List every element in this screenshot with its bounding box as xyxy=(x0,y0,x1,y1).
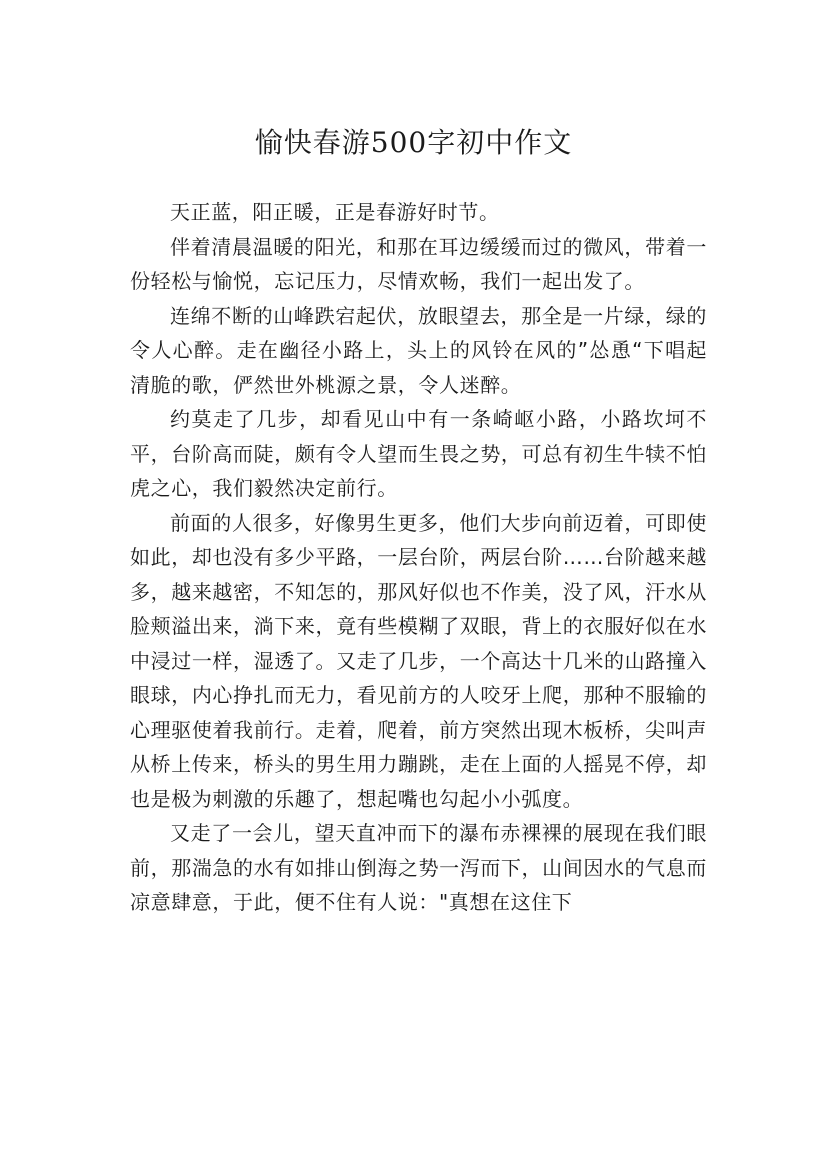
paragraph-6: 又走了一会儿，望天直冲而下的瀑布赤裸裸的展现在我们眼前，那湍急的水有如排山倒海之势一泻而下，山间因水的气息而凉意肆意，于此，便不住有人说："真想在这住下 xyxy=(130,821,707,914)
paragraph-2: 伴着清晨温暖的阳光，和那在耳边缓缓而过的微风，带着一份轻松与愉悦，忘记压力，尽情欢畅，我们一起出发了。 xyxy=(130,234,707,293)
paragraph-5: 前面的人很多，好像男生更多，他们大步向前迈着，可即使如此，却也没有多少平路，一层台阶，两层台阶……台阶越来越多，越来越密，不知怎的，那风好似也不作美，没了风，汗水从脸颊溢出来，淌下来，竟有些模糊了双眼，背上的衣服好似在水中浸过一样，湿透了。又走了几步，一个高达十几米的山路撞入眼球，内心挣扎而无力，看见前方的人咬牙上爬，那种不服输的心理驱使着我前行。走着，爬着，前方突然出现木板桥，尖叫声从桥上传来，桥头的男生用力蹦跳，走在上面的人摇晃不停，却也是极为刺激的乐趣了，想起嘴也勾起小小弧度。 xyxy=(130,510,707,811)
document-title: 愉快春游500字初中作文 xyxy=(254,125,573,159)
paragraph-1: 天正蓝，阳正暖，正是春游好时节。 xyxy=(170,200,500,224)
paragraph-3: 连绵不断的山峰跌宕起伏，放眼望去，那全是一片绿，绿的令人心醉。走在幽径小路上，头上的风铃在风的”怂恿“下唱起清脆的歌，俨然世外桃源之景，令人迷醉。 xyxy=(130,303,707,397)
paragraph-4: 约莫走了几步，却看见山中有一条崎岖小路，小路坎坷不平，台阶高而陡，颇有令人望而生畏之势，可总有初生牛犊不怕虎之心，我们毅然决定前行。 xyxy=(130,407,707,500)
document-body xyxy=(130,195,707,920)
